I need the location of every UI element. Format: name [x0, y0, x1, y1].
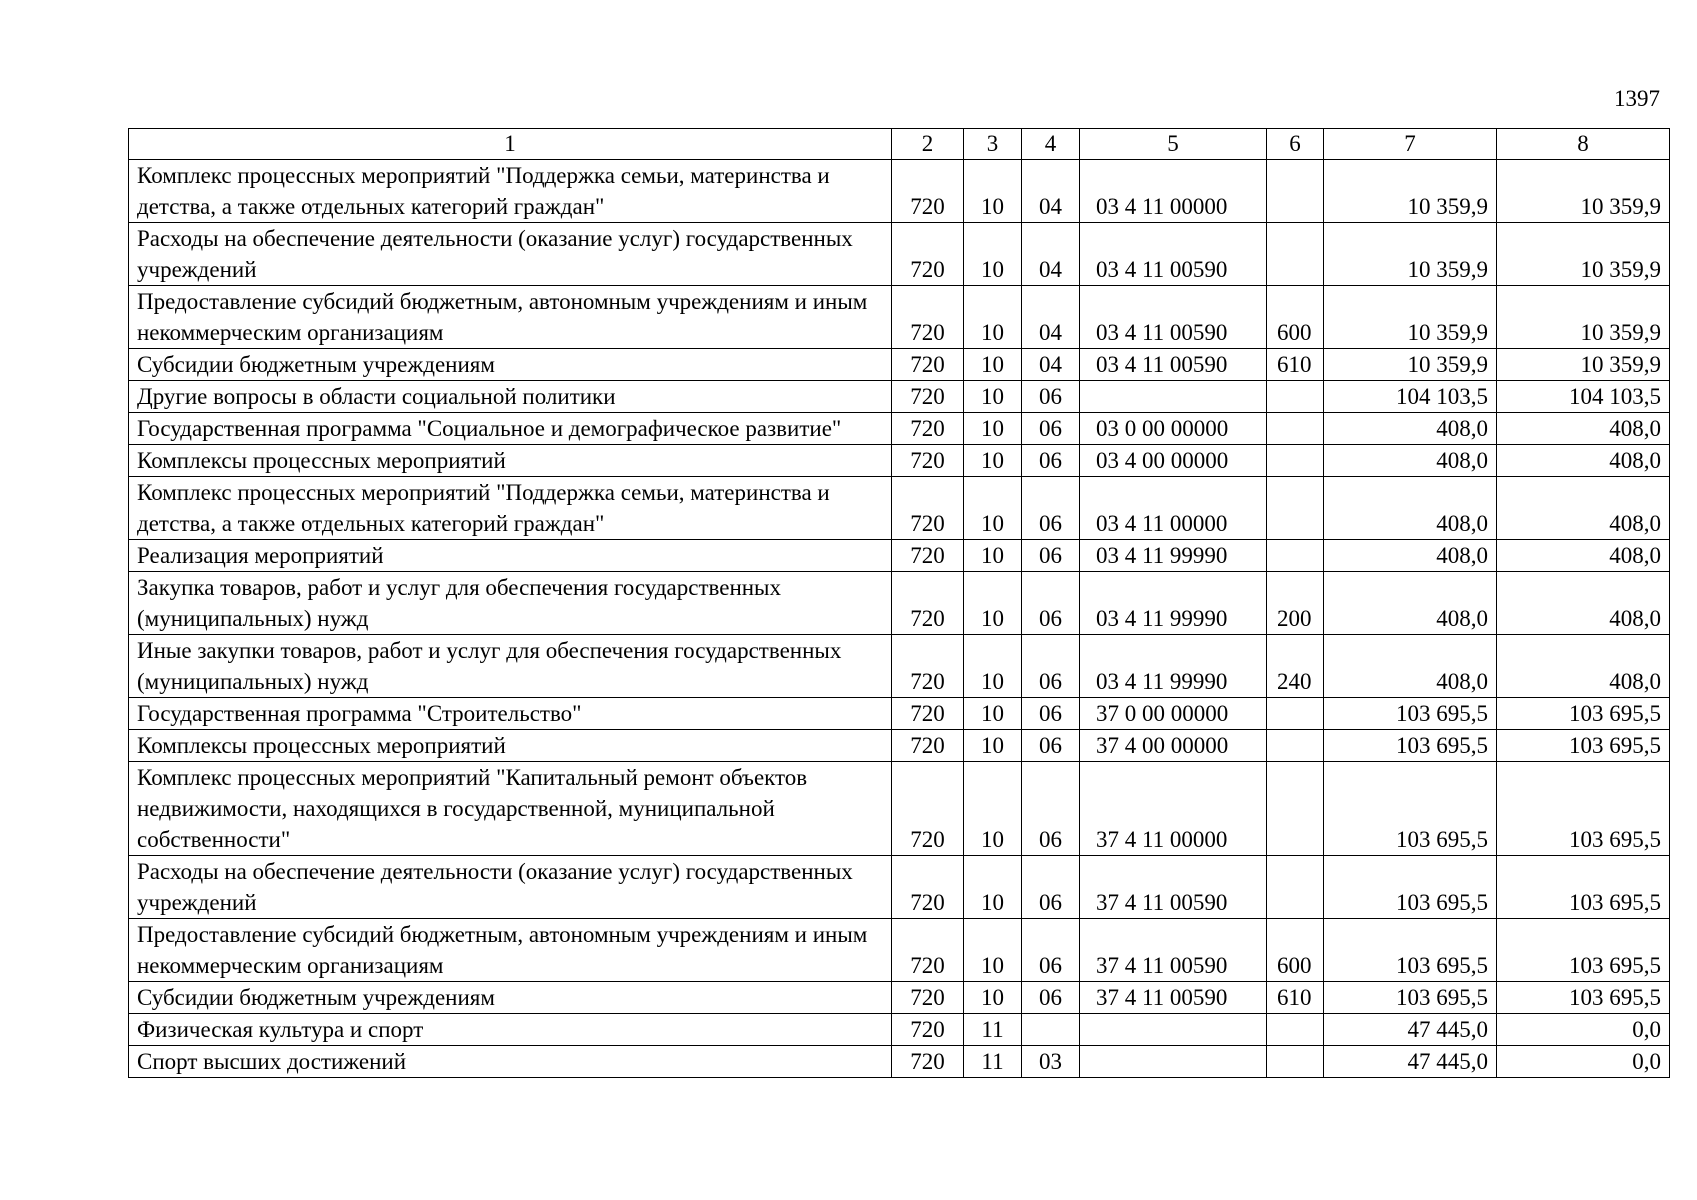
item-name-cell: Реализация мероприятий — [129, 540, 892, 572]
table-row — [129, 413, 1670, 445]
department-code-cell: 720 — [892, 223, 964, 286]
target-article-cell: 03 4 11 99990 — [1080, 572, 1267, 635]
target-article-cell: 03 4 11 00000 — [1080, 160, 1267, 223]
target-article-cell: 37 0 00 00000 — [1080, 698, 1267, 730]
section-code-cell: 10 — [964, 572, 1022, 635]
target-article-cell: 37 4 11 00590 — [1080, 919, 1267, 982]
amount-cell: 103 695,5 — [1324, 762, 1497, 856]
subsection-code-cell: 04 — [1022, 349, 1080, 381]
section-code-cell: 10 — [964, 160, 1022, 223]
section-code-cell: 10 — [964, 730, 1022, 762]
expense-type-cell: 600 — [1267, 919, 1324, 982]
item-name-cell: Субсидии бюджетным учреждениям — [129, 982, 892, 1014]
expense-type-cell: 600 — [1267, 286, 1324, 349]
department-code-cell: 720 — [892, 762, 964, 856]
table-row — [129, 445, 1670, 477]
table-row — [129, 1014, 1670, 1046]
amount-cell: 10 359,9 — [1324, 223, 1497, 286]
table-header-row — [129, 129, 1670, 160]
amount-cell: 408,0 — [1324, 572, 1497, 635]
department-code-cell: 720 — [892, 1046, 964, 1078]
section-code-cell: 10 — [964, 413, 1022, 445]
item-name-cell: Комплекс процессных мероприятий "Капитальный ремонт объектов недвижимости, находящихся в государственной, муниципальной собственности" — [129, 762, 892, 856]
expense-type-cell: 200 — [1267, 572, 1324, 635]
column-header: 7 — [1324, 129, 1497, 160]
section-code-cell: 10 — [964, 223, 1022, 286]
amount-cell: 104 103,5 — [1324, 381, 1497, 413]
section-code-cell: 10 — [964, 381, 1022, 413]
department-code-cell: 720 — [892, 572, 964, 635]
amount-cell: 408,0 — [1324, 635, 1497, 698]
amount-cell: 103 695,5 — [1497, 698, 1670, 730]
subsection-code-cell: 06 — [1022, 730, 1080, 762]
column-header: 6 — [1267, 129, 1324, 160]
expense-type-cell — [1267, 413, 1324, 445]
department-code-cell: 720 — [892, 982, 964, 1014]
amount-cell: 408,0 — [1497, 477, 1670, 540]
department-code-cell: 720 — [892, 286, 964, 349]
item-name-cell: Спорт высших достижений — [129, 1046, 892, 1078]
section-code-cell: 11 — [964, 1014, 1022, 1046]
section-code-cell: 10 — [964, 762, 1022, 856]
item-name-cell: Физическая культура и спорт — [129, 1014, 892, 1046]
subsection-code-cell: 06 — [1022, 477, 1080, 540]
target-article-cell: 03 0 00 00000 — [1080, 413, 1267, 445]
item-name-cell: Предоставление субсидий бюджетным, автономным учреждениям и иным некоммерческим организациям — [129, 286, 892, 349]
expense-type-cell — [1267, 540, 1324, 572]
item-name-cell: Комплекс процессных мероприятий "Поддержка семьи, материнства и детства, а также отдельных категорий граждан" — [129, 477, 892, 540]
section-code-cell: 10 — [964, 349, 1022, 381]
expense-type-cell — [1267, 223, 1324, 286]
section-code-cell: 10 — [964, 540, 1022, 572]
table-row — [129, 982, 1670, 1014]
subsection-code-cell: 06 — [1022, 698, 1080, 730]
table-row — [129, 540, 1670, 572]
subsection-code-cell: 06 — [1022, 982, 1080, 1014]
section-code-cell: 10 — [964, 445, 1022, 477]
page-number: 1397 — [1614, 86, 1660, 111]
table-row — [129, 635, 1670, 698]
amount-cell: 103 695,5 — [1497, 982, 1670, 1014]
item-name-cell: Комплексы процессных мероприятий — [129, 730, 892, 762]
amount-cell: 408,0 — [1497, 413, 1670, 445]
item-name-cell: Государственная программа "Социальное и демографическое развитие" — [129, 413, 892, 445]
column-header: 8 — [1497, 129, 1670, 160]
item-name-cell: Комплекс процессных мероприятий "Поддержка семьи, материнства и детства, а также отдельных категорий граждан" — [129, 160, 892, 223]
amount-cell: 104 103,5 — [1497, 381, 1670, 413]
expense-type-cell — [1267, 762, 1324, 856]
department-code-cell: 720 — [892, 349, 964, 381]
target-article-cell: 03 4 11 99990 — [1080, 540, 1267, 572]
section-code-cell: 10 — [964, 477, 1022, 540]
department-code-cell: 720 — [892, 445, 964, 477]
table-row — [129, 730, 1670, 762]
subsection-code-cell: 06 — [1022, 540, 1080, 572]
expense-type-cell: 240 — [1267, 635, 1324, 698]
amount-cell: 10 359,9 — [1324, 160, 1497, 223]
target-article-cell: 37 4 11 00000 — [1080, 762, 1267, 856]
amount-cell: 408,0 — [1497, 635, 1670, 698]
target-article-cell — [1080, 381, 1267, 413]
department-code-cell: 720 — [892, 856, 964, 919]
column-header: 5 — [1080, 129, 1267, 160]
amount-cell: 103 695,5 — [1324, 698, 1497, 730]
target-article-cell: 37 4 11 00590 — [1080, 982, 1267, 1014]
item-name-cell: Другие вопросы в области социальной политики — [129, 381, 892, 413]
amount-cell: 0,0 — [1497, 1014, 1670, 1046]
column-header: 2 — [892, 129, 964, 160]
expense-type-cell — [1267, 730, 1324, 762]
amount-cell: 103 695,5 — [1324, 730, 1497, 762]
subsection-code-cell: 04 — [1022, 286, 1080, 349]
table-row — [129, 286, 1670, 349]
subsection-code-cell: 06 — [1022, 856, 1080, 919]
subsection-code-cell: 06 — [1022, 413, 1080, 445]
amount-cell: 408,0 — [1497, 572, 1670, 635]
subsection-code-cell: 04 — [1022, 160, 1080, 223]
target-article-cell: 03 4 11 00590 — [1080, 286, 1267, 349]
amount-cell: 10 359,9 — [1497, 349, 1670, 381]
amount-cell: 408,0 — [1324, 413, 1497, 445]
amount-cell: 0,0 — [1497, 1046, 1670, 1078]
subsection-code-cell: 06 — [1022, 572, 1080, 635]
department-code-cell: 720 — [892, 698, 964, 730]
section-code-cell: 10 — [964, 635, 1022, 698]
subsection-code-cell: 06 — [1022, 919, 1080, 982]
subsection-code-cell: 06 — [1022, 445, 1080, 477]
amount-cell: 103 695,5 — [1497, 856, 1670, 919]
target-article-cell: 03 4 11 00000 — [1080, 477, 1267, 540]
target-article-cell — [1080, 1046, 1267, 1078]
department-code-cell: 720 — [892, 635, 964, 698]
target-article-cell — [1080, 1014, 1267, 1046]
target-article-cell: 03 4 11 99990 — [1080, 635, 1267, 698]
expense-type-cell — [1267, 1014, 1324, 1046]
target-article-cell: 37 4 00 00000 — [1080, 730, 1267, 762]
target-article-cell: 03 4 11 00590 — [1080, 223, 1267, 286]
amount-cell: 103 695,5 — [1497, 762, 1670, 856]
item-name-cell: Закупка товаров, работ и услуг для обеспечения государственных (муниципальных) нужд — [129, 572, 892, 635]
expense-type-cell: 610 — [1267, 349, 1324, 381]
expense-type-cell — [1267, 160, 1324, 223]
column-header: 3 — [964, 129, 1022, 160]
expense-type-cell — [1267, 445, 1324, 477]
expense-type-cell — [1267, 856, 1324, 919]
amount-cell: 408,0 — [1324, 540, 1497, 572]
section-code-cell: 11 — [964, 1046, 1022, 1078]
item-name-cell: Комплексы процессных мероприятий — [129, 445, 892, 477]
item-name-cell: Иные закупки товаров, работ и услуг для обеспечения государственных (муниципальных) нужд — [129, 635, 892, 698]
subsection-code-cell: 04 — [1022, 223, 1080, 286]
item-name-cell: Предоставление субсидий бюджетным, автономным учреждениям и иным некоммерческим организациям — [129, 919, 892, 982]
amount-cell: 408,0 — [1324, 445, 1497, 477]
subsection-code-cell — [1022, 1014, 1080, 1046]
expense-type-cell — [1267, 477, 1324, 540]
expense-type-cell — [1267, 381, 1324, 413]
department-code-cell: 720 — [892, 919, 964, 982]
expense-type-cell — [1267, 1046, 1324, 1078]
amount-cell: 10 359,9 — [1324, 286, 1497, 349]
amount-cell: 103 695,5 — [1324, 856, 1497, 919]
item-name-cell: Расходы на обеспечение деятельности (оказание услуг) государственных учреждений — [129, 856, 892, 919]
table-row — [129, 762, 1670, 856]
column-header: 4 — [1022, 129, 1080, 160]
subsection-code-cell: 06 — [1022, 635, 1080, 698]
subsection-code-cell: 06 — [1022, 381, 1080, 413]
section-code-cell: 10 — [964, 698, 1022, 730]
table-row — [129, 160, 1670, 223]
target-article-cell: 03 4 11 00590 — [1080, 349, 1267, 381]
department-code-cell: 720 — [892, 730, 964, 762]
expense-type-cell: 610 — [1267, 982, 1324, 1014]
table-row — [129, 477, 1670, 540]
amount-cell: 103 695,5 — [1497, 919, 1670, 982]
section-code-cell: 10 — [964, 286, 1022, 349]
item-name-cell: Субсидии бюджетным учреждениям — [129, 349, 892, 381]
amount-cell: 408,0 — [1497, 540, 1670, 572]
department-code-cell: 720 — [892, 540, 964, 572]
amount-cell: 103 695,5 — [1324, 982, 1497, 1014]
column-header: 1 — [129, 129, 892, 160]
target-article-cell: 03 4 00 00000 — [1080, 445, 1267, 477]
department-code-cell: 720 — [892, 413, 964, 445]
section-code-cell: 10 — [964, 856, 1022, 919]
item-name-cell: Государственная программа "Строительство" — [129, 698, 892, 730]
section-code-cell: 10 — [964, 919, 1022, 982]
department-code-cell: 720 — [892, 477, 964, 540]
table-row — [129, 1046, 1670, 1078]
subsection-code-cell: 06 — [1022, 762, 1080, 856]
department-code-cell: 720 — [892, 1014, 964, 1046]
table-row — [129, 698, 1670, 730]
amount-cell: 10 359,9 — [1497, 223, 1670, 286]
table-row — [129, 856, 1670, 919]
table-body — [129, 160, 1670, 1078]
amount-cell: 47 445,0 — [1324, 1046, 1497, 1078]
table-row — [129, 572, 1670, 635]
amount-cell: 10 359,9 — [1497, 286, 1670, 349]
budget-table — [128, 128, 1670, 1078]
amount-cell: 103 695,5 — [1497, 730, 1670, 762]
department-code-cell: 720 — [892, 160, 964, 223]
table-row — [129, 919, 1670, 982]
amount-cell: 10 359,9 — [1497, 160, 1670, 223]
amount-cell: 47 445,0 — [1324, 1014, 1497, 1046]
subsection-code-cell: 03 — [1022, 1046, 1080, 1078]
section-code-cell: 10 — [964, 982, 1022, 1014]
table-row — [129, 381, 1670, 413]
target-article-cell: 37 4 11 00590 — [1080, 856, 1267, 919]
expense-type-cell — [1267, 698, 1324, 730]
table-row — [129, 349, 1670, 381]
amount-cell: 408,0 — [1324, 477, 1497, 540]
amount-cell: 10 359,9 — [1324, 349, 1497, 381]
department-code-cell: 720 — [892, 381, 964, 413]
amount-cell: 408,0 — [1497, 445, 1670, 477]
item-name-cell: Расходы на обеспечение деятельности (оказание услуг) государственных учреждений — [129, 223, 892, 286]
amount-cell: 103 695,5 — [1324, 919, 1497, 982]
table-row — [129, 223, 1670, 286]
